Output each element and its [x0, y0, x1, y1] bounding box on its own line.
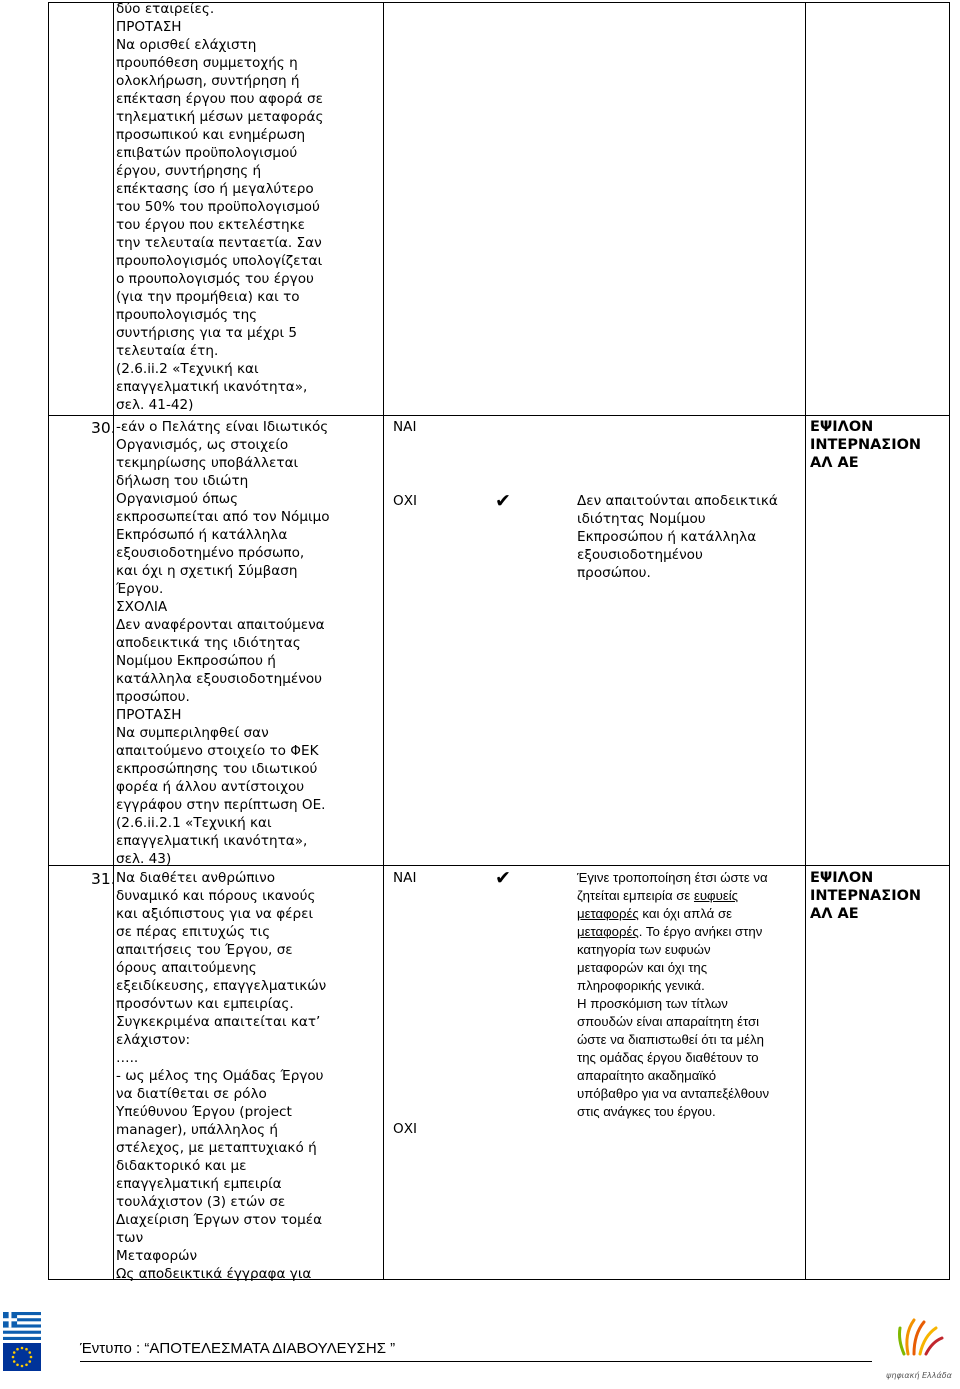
greek-flag-icon — [3, 1312, 41, 1340]
footer-rule — [80, 1361, 872, 1362]
logo-text: ψηφιακή Ελλάδα — [886, 1371, 952, 1380]
checkmark-icon: ✔ — [495, 867, 511, 889]
answer-no: ΟΧΙ — [393, 493, 418, 509]
table-row-text: δύο εταιρείες. ΠΡΟΤΑΣΗ Να ορισθεί ελάχιστη προυπόθεση συμμετοχής η ολοκλήρωση, συντήρηση ή επέκταση έργου που αφορά σε τηλεματική μέσων μεταφοράς προσωπικού και ενημέρωση επιβατών προϋπολογισμού έργου, συντήρησης ή επέκτασης ίσο ή μεγαλύτερο του 50% του προϋπολογισμού του έργου που εκτελέστηκε την τελευταία πενταετία. Σαν προυπολογισμός υπολογίζεται ο προυπολογισμός του έργου (για την προμήθεια) και το προυπολογισμός της συντήρισης για τα μέχρι 5 τελευταία έτη. (2.6.ii.2 «Τεχνική και επαγγελματική ικανότητα», σελ. 41-42) — [116, 1, 324, 413]
company-name: ΕΨΙΛΟΝ ΙΝΤΕΡΝΑΣΙΟΝ ΑΛ ΑΕ — [810, 419, 922, 471]
answer-yes: ΝΑΙ — [393, 870, 417, 886]
response-text: Δεν απαιτούνται αποδεικτικά ιδιότητας Νομίμου Εκπροσώπου ή κατάλληλα εξουσιοδοτημένου προσώπου. — [577, 493, 778, 581]
checkmark-icon: ✔ — [495, 490, 511, 512]
response-text: Έγινε τροποποίηση έτσι ώστε να ζητείται εμπειρία σε ευφυείς μεταφορές και όχι απλά σε μεταφορές. Το έργο ανήκει στην κατηγορία των ευφυών μεταφορών και όχι της πληροφορικής γενικά. Η προσκόμιση των τίτλων σπουδών είναι απαραίτητη έτσι ώστε να διαπιστωθεί ότι τα μέλη της ομάδας έργου διαθέτουν το απαραίτητο ακαδημαϊκό υπόβαθρο για να ανταπεξέλθουν στις ανάγκες του έργου. — [577, 870, 770, 1119]
table-row-text: -εάν ο Πελάτης είναι Ιδιωτικός Οργανισμός, ως στοιχείο τεκμηρίωσης υποβάλλεται δήλωση του ιδιώτη Οργανισμού όπως εκπροσωπείται από τον Νόμιμο Εκπρόσωπό ή κατάλληλα εξουσιοδοτημένο πρόσωπο, και όχι η σχετική Σύμβαση Έργου. ΣΧΟΛΙΑ Δεν αναφέρονται απαιτούμενα αποδεικτικά της ιδιότητας Νομίμου Εκπροσώπου ή κατάλληλα εξουσιοδοτημένου προσώπου. ΠΡΟΤΑΣΗ Να συμπεριληφθεί σαν απαιτούμενο στοιχείο το ΦΕΚ εκπροσώπησης του ιδιωτικού φορέα ή άλλου αντίστοιχου εγγράφου στην περίπτωση ΟΕ. (2.6.ii.2.1 «Τεχνική και επαγγελματική ικανότητα», σελ. 43) — [116, 419, 330, 867]
answer-no: ΟΧΙ — [393, 1121, 418, 1137]
underlined-term: μεταφορές — [577, 924, 639, 939]
underlined-term: ευφυείς — [693, 888, 738, 903]
column-divider — [383, 3, 384, 1279]
digital-greece-logo — [884, 1310, 954, 1385]
row-number: 31. — [91, 870, 116, 888]
column-divider — [805, 3, 806, 1279]
answer-yes: ΝΑΙ — [393, 419, 417, 435]
footer-form-label: Έντυπο : “ΑΠΟΤΕΛΕΣΜΑΤΑ ΔΙΑΒΟΥΛΕΥΣΗΣ ” — [80, 1340, 396, 1357]
row-number: 30. — [91, 419, 116, 437]
row-divider — [49, 415, 949, 416]
company-name: ΕΨΙΛΟΝ ΙΝΤΕΡΝΑΣΙΟΝ ΑΛ ΑΕ — [810, 870, 922, 922]
column-divider — [113, 3, 114, 1279]
eu-flag-icon — [3, 1343, 41, 1371]
underlined-term: μεταφορές — [577, 906, 639, 921]
table-row-text: Να διαθέτει ανθρώπινο δυναμικό και πόρους ικανούς και αξιόπιστους για να φέρει σε πέρας επιτυχώς τις απαιτήσεις του Έργου, σε όρους απαιτούμενης εξειδίκευσης, επαγγελματικών προσόντων και εμπειρίας. Συγκεκριμένα απαιτείται κατ’ ελάχιστον: ….. - ως μέλος της Ομάδας Έργου να διατίθεται σε ρόλο Υπεύθυνου Έργου (project manager), υπάλληλος ή στέλεχος, με μεταπτυχιακό ή διδακτορικό και με επαγγελματική εμπειρία τουλάχιστον (3) ετών σε Διαχείριση Έργων στον τομέα των Μεταφορών Ως αποδεικτικά έγγραφα για — [116, 870, 327, 1282]
